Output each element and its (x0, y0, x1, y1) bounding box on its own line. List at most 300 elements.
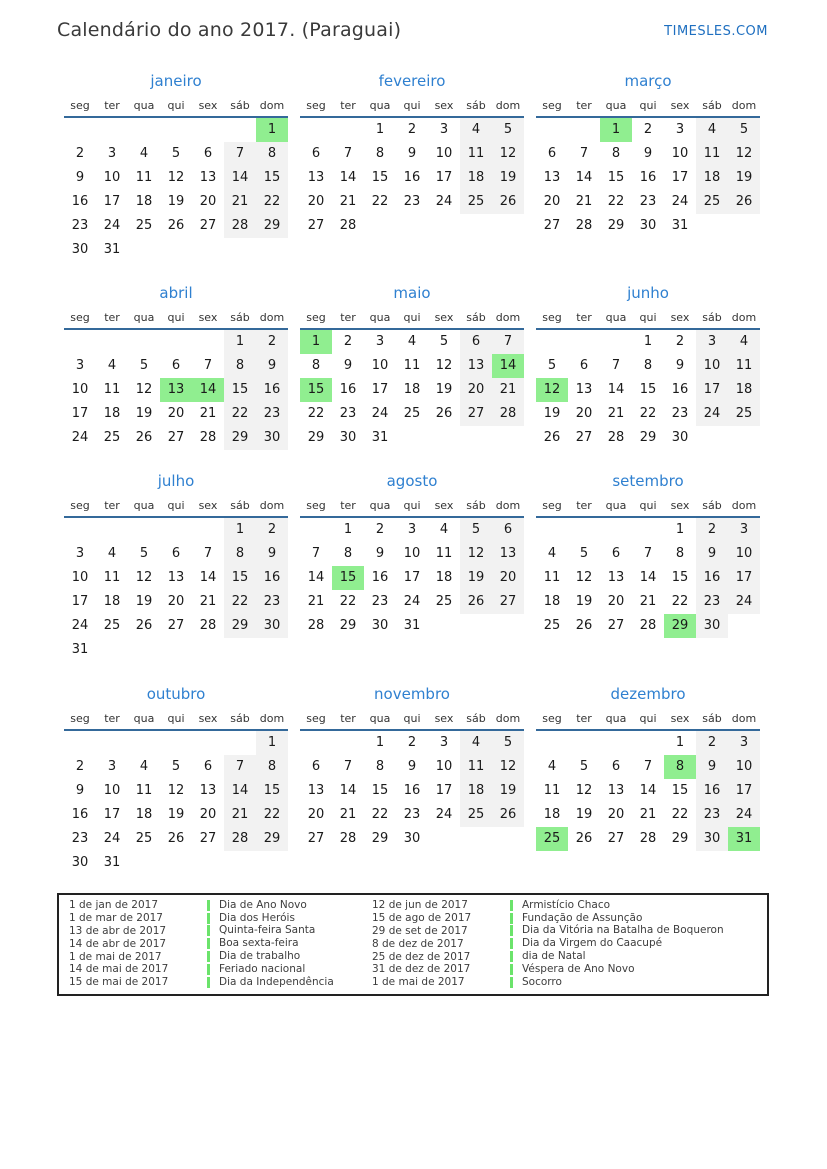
day-cell-empty (428, 426, 460, 450)
day-cell-empty (128, 330, 160, 354)
week-row (64, 518, 288, 542)
legend-holiday-date: 14 de abr de 2017 (69, 937, 167, 950)
day-cell: 22 (671, 807, 689, 822)
day-cell: 30 (696, 614, 728, 638)
day-cell: 24 (371, 406, 389, 421)
day-cell: 13 (575, 382, 593, 397)
day-cell: 24 (435, 194, 453, 209)
weekday-label: sáb (702, 99, 722, 112)
weekday-label: seg (70, 499, 90, 512)
day-cell: 7 (203, 358, 213, 373)
week-row (536, 354, 760, 378)
day-cell: 11 (728, 354, 760, 378)
week-row (300, 190, 524, 214)
weekday-label: qui (403, 499, 421, 512)
day-cell: 21 (492, 378, 524, 402)
day-cell: 2 (343, 334, 353, 349)
legend-holiday-name: Socorro (510, 977, 767, 988)
day-cell: 3 (407, 522, 417, 537)
month-block-agosto (300, 470, 524, 683)
day-cell: 12 (167, 170, 185, 185)
weekday-label: ter (576, 712, 592, 725)
day-cell: 19 (575, 807, 593, 822)
day-cell: 24 (435, 807, 453, 822)
day-cell: 16 (71, 194, 89, 209)
day-cell: 3 (75, 358, 85, 373)
day-cell: 15 (371, 170, 389, 185)
day-cell: 26 (575, 831, 593, 846)
day-cell: 12 (728, 142, 760, 166)
day-cell-empty (64, 731, 96, 755)
day-cell: 20 (167, 406, 185, 421)
day-cell: 6 (579, 358, 589, 373)
weekday-label: ter (340, 712, 356, 725)
week-row (64, 354, 288, 378)
weekday-header-row (536, 709, 760, 731)
day-cell-empty (492, 214, 524, 238)
day-cell: 18 (403, 382, 421, 397)
holiday-day-cell: 1 (256, 118, 288, 142)
day-cell: 28 (307, 618, 325, 633)
day-cell: 22 (307, 406, 325, 421)
day-cell: 5 (492, 731, 524, 755)
day-cell: 23 (371, 594, 389, 609)
week-row (300, 402, 524, 426)
weekday-header-row (64, 308, 288, 330)
day-cell: 21 (199, 406, 217, 421)
day-cell: 27 (607, 831, 625, 846)
day-cell: 23 (639, 194, 657, 209)
day-cell: 28 (199, 618, 217, 633)
day-cell: 26 (135, 618, 153, 633)
weekday-label: seg (542, 712, 562, 725)
day-cell: 21 (639, 594, 657, 609)
day-cell: 17 (371, 382, 389, 397)
day-cell: 15 (224, 566, 256, 590)
day-cell: 9 (696, 542, 728, 566)
day-cell: 5 (579, 759, 589, 774)
day-cell: 14 (199, 570, 217, 585)
day-cell: 16 (371, 570, 389, 585)
weekday-label: ter (576, 99, 592, 112)
holiday-day-cell: 14 (492, 354, 524, 378)
weekday-header-row (300, 709, 524, 731)
day-cell: 26 (492, 803, 524, 827)
week-row (64, 378, 288, 402)
day-cell: 29 (307, 430, 325, 445)
legend-holiday-name: Boa sexta-feira (207, 938, 372, 949)
week-row (64, 827, 288, 851)
day-cell: 13 (543, 170, 561, 185)
day-cell: 29 (607, 218, 625, 233)
day-cell: 19 (492, 779, 524, 803)
day-cell: 4 (547, 759, 557, 774)
week-row (64, 731, 288, 755)
weekday-label: qui (167, 99, 185, 112)
day-cell-empty (728, 426, 760, 450)
weekday-label: qui (167, 712, 185, 725)
week-row (64, 779, 288, 803)
day-cell-empty (160, 238, 192, 262)
day-cell: 23 (671, 406, 689, 421)
day-cell: 24 (103, 831, 121, 846)
day-cell: 22 (671, 594, 689, 609)
week-row (300, 566, 524, 590)
day-cell: 27 (460, 402, 492, 426)
legend-holiday-date: 1 de mai de 2017 (69, 950, 162, 963)
day-cell: 4 (107, 546, 117, 561)
day-cell-empty (64, 330, 96, 354)
day-cell: 26 (492, 190, 524, 214)
day-cell-empty (728, 614, 760, 638)
holiday-day-cell: 29 (664, 614, 696, 638)
legend-holiday-name: Véspera de Ano Novo (510, 964, 767, 975)
day-cell: 18 (543, 807, 561, 822)
week-row (300, 614, 524, 638)
day-cell-empty (428, 214, 460, 238)
week-row (64, 426, 288, 450)
day-cell: 8 (611, 146, 621, 161)
day-cell: 23 (403, 194, 421, 209)
day-cell: 27 (199, 831, 217, 846)
week-row (536, 378, 760, 402)
week-row (300, 803, 524, 827)
weekday-label: ter (340, 99, 356, 112)
day-cell: 27 (607, 618, 625, 633)
week-row (536, 426, 760, 450)
weekday-label: dom (731, 499, 757, 512)
day-cell-empty (96, 330, 128, 354)
weekday-label: qua (133, 499, 155, 512)
day-cell: 14 (339, 170, 357, 185)
day-cell: 21 (575, 194, 593, 209)
legend-row (69, 976, 767, 989)
week-row (300, 142, 524, 166)
day-cell: 17 (71, 594, 89, 609)
day-cell-empty (192, 518, 224, 542)
week-row (64, 803, 288, 827)
weekday-label: dom (259, 311, 285, 324)
day-cell: 11 (403, 358, 421, 373)
weekday-label: ter (576, 311, 592, 324)
day-cell: 21 (224, 803, 256, 827)
weekday-label: sáb (466, 311, 486, 324)
day-cell: 3 (728, 518, 760, 542)
month-title: abril (159, 284, 193, 302)
day-cell-empty (460, 827, 492, 851)
day-cell: 25 (696, 190, 728, 214)
day-cell-empty (256, 238, 288, 262)
day-cell: 31 (103, 242, 121, 257)
day-cell-empty (536, 330, 568, 354)
day-cell: 18 (696, 166, 728, 190)
day-cell: 14 (639, 783, 657, 798)
weekday-header-row (300, 496, 524, 518)
week-row (300, 166, 524, 190)
brand-link[interactable]: TIMESLES.COM (664, 24, 768, 39)
day-cell: 6 (492, 518, 524, 542)
weekday-header-row (300, 96, 524, 118)
page-title: Calendário do ano 2017. (Paraguai) (57, 19, 402, 41)
day-cell: 16 (256, 566, 288, 590)
month-block-outubro (64, 683, 288, 875)
week-row (64, 118, 288, 142)
day-cell: 25 (103, 430, 121, 445)
day-cell: 7 (343, 759, 353, 774)
day-cell: 10 (435, 759, 453, 774)
weekday-label: sáb (230, 99, 250, 112)
day-cell: 29 (339, 618, 357, 633)
day-cell: 13 (199, 170, 217, 185)
legend-holiday-date: 1 de mai de 2017 (372, 976, 465, 989)
day-cell: 20 (199, 807, 217, 822)
month-title: junho (627, 284, 669, 302)
day-cell: 22 (224, 590, 256, 614)
weekday-label: dom (731, 712, 757, 725)
day-cell: 2 (256, 330, 288, 354)
week-row (536, 190, 760, 214)
weekday-label: qui (403, 99, 421, 112)
day-cell: 28 (639, 618, 657, 633)
day-cell: 30 (639, 218, 657, 233)
day-cell: 27 (543, 218, 561, 233)
day-cell: 1 (675, 522, 685, 537)
day-cell: 15 (256, 779, 288, 803)
weekday-label: ter (104, 712, 120, 725)
weekday-label: qua (605, 712, 627, 725)
day-cell: 25 (103, 618, 121, 633)
legend-holiday-name: Dia da Virgem do Caacupé (510, 938, 767, 949)
weekday-label: seg (542, 311, 562, 324)
legend-holiday-date: 13 de abr de 2017 (69, 924, 167, 937)
legend-holiday-date: 1 de jan de 2017 (69, 899, 159, 912)
day-cell: 28 (492, 402, 524, 426)
day-cell: 7 (224, 142, 256, 166)
legend-holiday-name: Dia de Ano Novo (207, 900, 372, 911)
day-cell: 13 (167, 570, 185, 585)
holiday-day-cell: 15 (332, 566, 364, 590)
day-cell: 20 (607, 594, 625, 609)
weekday-label: seg (306, 311, 326, 324)
day-cell: 19 (167, 807, 185, 822)
week-row (300, 354, 524, 378)
day-cell: 9 (696, 755, 728, 779)
day-cell: 30 (256, 614, 288, 638)
day-cell-empty (396, 426, 428, 450)
day-cell: 7 (643, 759, 653, 774)
day-cell: 22 (256, 190, 288, 214)
day-cell: 29 (671, 831, 689, 846)
weekday-label: qui (403, 712, 421, 725)
day-cell-empty (160, 118, 192, 142)
day-cell-empty (428, 827, 460, 851)
day-cell: 24 (71, 618, 89, 633)
day-cell: 10 (671, 146, 689, 161)
day-cell-empty (128, 638, 160, 662)
holiday-day-cell: 1 (300, 330, 332, 354)
day-cell: 3 (107, 759, 117, 774)
day-cell: 21 (199, 594, 217, 609)
day-cell: 20 (199, 194, 217, 209)
weekday-label: sex (670, 499, 690, 512)
weekday-label: ter (104, 499, 120, 512)
week-row (300, 378, 524, 402)
day-cell-empty (568, 330, 600, 354)
week-row (536, 614, 760, 638)
day-cell: 5 (460, 518, 492, 542)
day-cell: 27 (492, 590, 524, 614)
day-cell: 23 (696, 590, 728, 614)
day-cell: 15 (256, 166, 288, 190)
day-cell: 21 (639, 807, 657, 822)
week-row (64, 614, 288, 638)
day-cell: 26 (460, 590, 492, 614)
weekday-label: sáb (702, 499, 722, 512)
day-cell: 6 (203, 146, 213, 161)
week-row (536, 779, 760, 803)
day-cell-empty (332, 118, 364, 142)
day-cell: 6 (311, 759, 321, 774)
month-block-julho (64, 470, 288, 683)
day-cell: 24 (728, 803, 760, 827)
week-row (64, 638, 288, 662)
day-cell: 9 (407, 759, 417, 774)
day-cell: 16 (639, 170, 657, 185)
day-cell: 3 (439, 735, 449, 750)
day-cell: 16 (71, 807, 89, 822)
month-title: janeiro (150, 72, 202, 90)
month-block-junho (536, 282, 760, 470)
day-cell: 3 (107, 146, 117, 161)
day-cell-empty (460, 214, 492, 238)
week-row (536, 542, 760, 566)
legend-holiday-name: Dia dos Heróis (207, 913, 372, 924)
day-cell: 26 (135, 430, 153, 445)
day-cell-empty (300, 731, 332, 755)
day-cell: 3 (439, 122, 449, 137)
day-cell: 4 (728, 330, 760, 354)
day-cell: 23 (71, 218, 89, 233)
day-cell: 17 (696, 378, 728, 402)
weekday-header-row (536, 308, 760, 330)
day-cell: 24 (403, 594, 421, 609)
day-cell: 23 (403, 807, 421, 822)
weekday-label: dom (731, 311, 757, 324)
day-cell-empty (492, 827, 524, 851)
day-cell: 29 (256, 827, 288, 851)
day-cell-empty (128, 118, 160, 142)
day-cell: 3 (728, 731, 760, 755)
day-cell-empty (492, 426, 524, 450)
day-cell-empty (96, 731, 128, 755)
day-cell: 14 (639, 570, 657, 585)
day-cell: 30 (671, 430, 689, 445)
day-cell-empty (224, 118, 256, 142)
day-cell: 20 (492, 566, 524, 590)
weekday-header-row (536, 96, 760, 118)
day-cell: 13 (607, 570, 625, 585)
weekday-label: qua (369, 712, 391, 725)
week-row (300, 731, 524, 755)
legend-holiday-date: 15 de ago de 2017 (372, 912, 472, 925)
day-cell-empty (536, 118, 568, 142)
day-cell-empty (256, 638, 288, 662)
day-cell-empty (696, 214, 728, 238)
weekday-label: sex (434, 311, 454, 324)
day-cell: 17 (728, 779, 760, 803)
day-cell: 28 (575, 218, 593, 233)
day-cell: 25 (460, 190, 492, 214)
week-row (300, 755, 524, 779)
weekday-label: sáb (230, 499, 250, 512)
day-cell: 9 (375, 546, 385, 561)
week-row (300, 214, 524, 238)
day-cell-empty (160, 851, 192, 875)
day-cell: 5 (492, 118, 524, 142)
day-cell: 19 (135, 406, 153, 421)
day-cell: 10 (103, 170, 121, 185)
day-cell: 5 (139, 358, 149, 373)
day-cell-empty (396, 214, 428, 238)
day-cell: 17 (728, 566, 760, 590)
legend-row (69, 899, 767, 912)
day-cell-empty (192, 638, 224, 662)
day-cell-empty (128, 731, 160, 755)
day-cell-empty (224, 638, 256, 662)
day-cell: 5 (171, 759, 181, 774)
week-row (536, 827, 760, 851)
weekday-header-row (64, 496, 288, 518)
day-cell: 8 (224, 354, 256, 378)
day-cell: 22 (639, 406, 657, 421)
weekday-label: sex (198, 311, 218, 324)
day-cell: 29 (256, 214, 288, 238)
day-cell: 11 (460, 755, 492, 779)
day-cell: 12 (575, 570, 593, 585)
weekday-label: sex (670, 311, 690, 324)
weekday-label: qui (403, 311, 421, 324)
day-cell: 24 (696, 402, 728, 426)
week-row (536, 566, 760, 590)
day-cell: 3 (696, 330, 728, 354)
day-cell: 9 (343, 358, 353, 373)
day-cell: 11 (103, 382, 121, 397)
day-cell: 14 (575, 170, 593, 185)
day-cell-empty (536, 518, 568, 542)
month-block-novembro (300, 683, 524, 875)
day-cell: 7 (311, 546, 321, 561)
day-cell: 12 (167, 783, 185, 798)
day-cell-empty (300, 118, 332, 142)
holiday-day-cell: 25 (536, 827, 568, 851)
day-cell-empty (96, 118, 128, 142)
day-cell: 25 (728, 402, 760, 426)
day-cell: 4 (547, 546, 557, 561)
weekday-label: ter (576, 499, 592, 512)
weekday-header-row (64, 709, 288, 731)
day-cell: 11 (435, 546, 453, 561)
day-cell: 10 (728, 542, 760, 566)
weekday-label: dom (259, 99, 285, 112)
day-cell: 10 (435, 146, 453, 161)
day-cell-empty (600, 731, 632, 755)
day-cell: 29 (224, 426, 256, 450)
day-cell: 11 (135, 783, 153, 798)
day-cell: 1 (375, 735, 385, 750)
weekday-header-row (300, 308, 524, 330)
day-cell: 5 (439, 334, 449, 349)
weekday-label: sáb (466, 499, 486, 512)
